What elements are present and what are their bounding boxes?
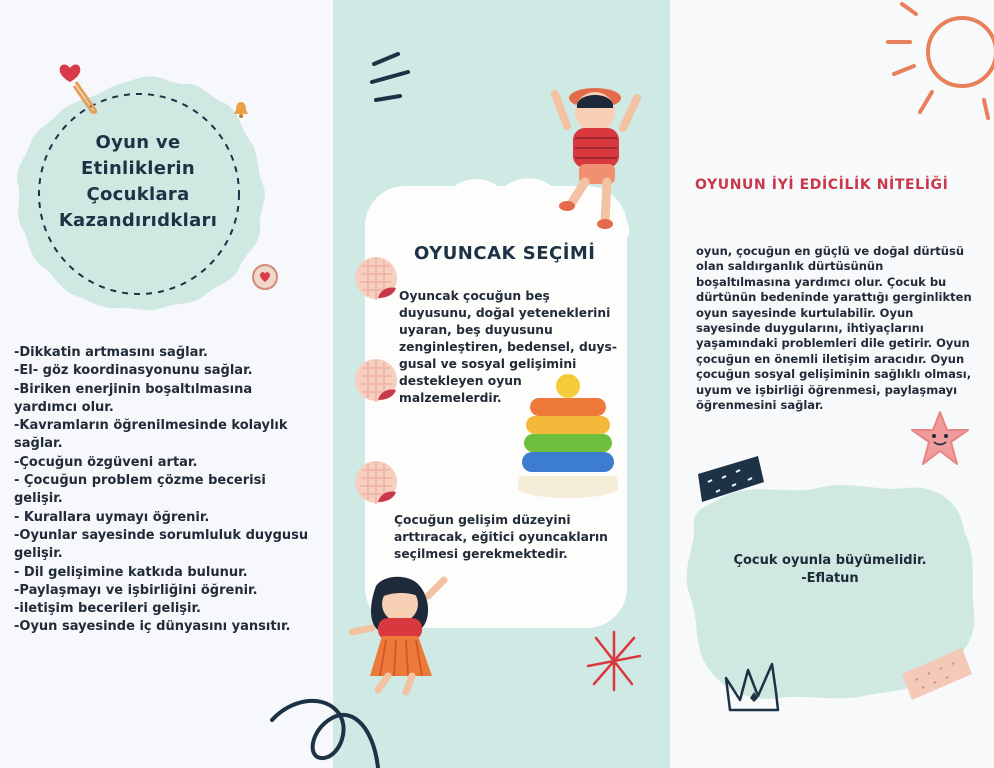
list-item: - Kurallara uymayı öğrenir. bbox=[14, 509, 210, 525]
quote-text: Çocuk oyunla büyümelidir. bbox=[733, 553, 927, 568]
list-item: -Paylaşmayı ve işbirliğini öğrenir. bbox=[14, 582, 258, 598]
motion-marks-icon bbox=[368, 52, 414, 114]
toy-definition-text: Oyuncak çocuğun beş duyusunu, doğal yeteneklerini uyaran, beş duyusunu zenginleştiren, bedensel, duys-gusal ve sosyal gelişimini destekleyen oyun malzemelerdir. bbox=[399, 289, 617, 405]
tape-icon bbox=[900, 644, 974, 702]
boy-climbing-illustration bbox=[545, 78, 645, 232]
brochure-title bbox=[38, 130, 238, 234]
quote-block bbox=[720, 552, 940, 588]
list-item: -Çocuğun özgüveni artar. bbox=[14, 454, 198, 470]
benefits-list bbox=[14, 344, 314, 637]
girl-jumping-illustration bbox=[348, 572, 450, 696]
list-item: -El- göz koordinasyonunu sağlar. bbox=[14, 363, 253, 379]
crown-icon bbox=[720, 660, 784, 716]
title-line: Etinliklerin bbox=[80, 158, 196, 179]
list-item: -Dikkatin artmasını sağlar. bbox=[14, 345, 208, 360]
sparkle-icon bbox=[584, 630, 644, 692]
list-item: - Dil gelişimine katkıda bulunur. bbox=[14, 564, 248, 580]
list-item: -Oyun sayesinde iç dünyasını yansıtır. bbox=[14, 619, 291, 635]
heart-charm-icon bbox=[252, 264, 278, 290]
list-item: - Çocuğun problem çözme becerisi gelişir. bbox=[14, 473, 266, 507]
toy-advice-text: Çocuğun gelişim düzeyini arttıracak, eğitici oyuncakların seçilmesi gerekmektedir. bbox=[394, 513, 608, 561]
list-item: -Oyunlar sayesinde sorumluluk duygusu gelişir. bbox=[14, 527, 309, 562]
bullet-dot-icon bbox=[354, 256, 400, 302]
star-face-icon bbox=[910, 410, 970, 466]
healing-body-text: oyun, çocuğun en güçlü ve doğal dürtüsü olan saldırganlık dürtüsünün boşaltılmasına yardımcı olur. Çocuk bu dürtünün bedeninde yarattığı gerginlikten oyun sayesinde kurtulabilir. Oyun sayesinde duygularını, ihtiyaçlarını yaşamındaki problemleri dile getirir. Oyun çocuğun en önemli iletişim aracıdır. Oyun çocuğun sosyal gelişiminin sağlıklı olması, uyum ve işbirliği öğrenmesi, paylaşmayı öğrenmesini sağlar. bbox=[696, 244, 972, 413]
title-line: Çocuklara bbox=[86, 184, 190, 205]
list-item: -Kavramların öğrenilmesinde kolaylık sağlar. bbox=[14, 418, 288, 452]
heart-clip-icon bbox=[58, 62, 102, 114]
toy-selection-title: OYUNCAK SEÇİMİ bbox=[414, 243, 596, 264]
ring-stacker-icon bbox=[516, 372, 620, 500]
bullet-dot-icon bbox=[354, 358, 400, 404]
list-item: -Biriken enerjinin boşaltılmasına yardımcı olur. bbox=[14, 381, 253, 415]
list-item: -iletişim becerileri gelişir. bbox=[14, 601, 201, 617]
title-line: Oyun ve bbox=[95, 132, 181, 153]
title-line: Kazandırıdkları bbox=[58, 210, 218, 231]
sun-icon bbox=[884, 0, 994, 124]
quote-author: -Eflatun bbox=[801, 571, 859, 586]
bell-icon bbox=[232, 100, 250, 118]
healing-heading: OYUNUN İYİ EDİCİLİK NİTELİĞİ bbox=[695, 177, 949, 193]
bullet-dot-icon bbox=[354, 460, 400, 506]
